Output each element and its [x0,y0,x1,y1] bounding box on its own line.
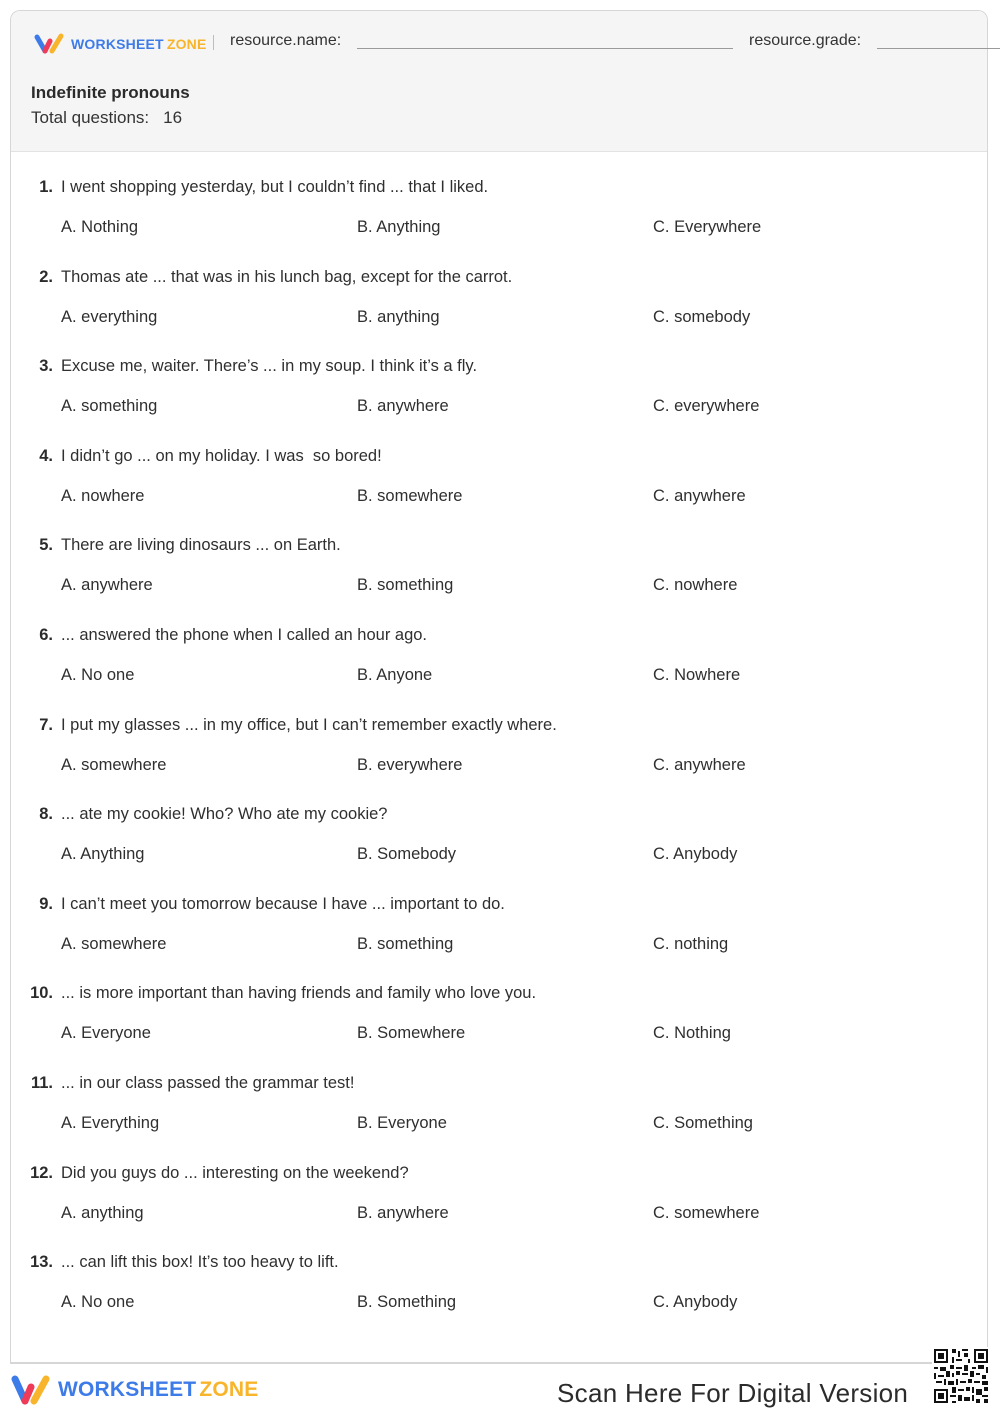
option-c[interactable]: C. nothing [653,934,729,953]
option-b[interactable]: B. anything [357,307,440,326]
question-number: 6. [39,625,53,644]
option-c[interactable]: C. nowhere [653,576,738,595]
option-a[interactable]: A. somewhere [61,755,167,774]
question-text: Did you guys do ... interesting on the weekend? [61,1163,409,1182]
option-b[interactable]: B. Somebody [357,845,457,864]
option-a[interactable]: A. somewhere [61,934,167,953]
question-text: Thomas ate ... that was in his lunch bag, except for the carrot. [61,267,513,286]
question-number: 12. [30,1163,53,1182]
question-text: ... can lift this box! It’s too heavy to lift. [61,1253,339,1272]
option-b[interactable]: B. something [357,576,454,595]
resource-name-field[interactable] [357,48,733,49]
option-b[interactable]: B. Everyone [357,1113,447,1132]
header-divider [213,35,214,50]
option-b[interactable]: B. Anyone [357,665,433,684]
question-item [11,980,987,1070]
option-b[interactable]: B. something [357,934,454,953]
question-item [11,264,987,354]
option-a[interactable]: A. nowhere [61,486,145,505]
option-a[interactable]: A. Everything [61,1113,160,1132]
worksheetzone-logo-icon [10,1374,52,1406]
option-c[interactable]: C. somebody [653,307,751,326]
qr-code-icon[interactable] [932,1347,990,1405]
question-number: 13. [30,1253,53,1272]
option-b[interactable]: B. Anything [357,218,441,236]
question-text: I put my glasses ... in my office, but I can’t remember exactly where. [61,715,557,734]
scan-digital-version-text: Scan Here For Digital Version [557,1378,909,1408]
option-c[interactable]: C. anywhere [653,755,746,774]
question-number: 11. [30,1073,53,1092]
question-item [11,532,987,622]
total-questions-value: 16 [163,108,183,127]
question-number: 8. [39,805,53,824]
option-a[interactable]: A. No one [61,665,135,684]
option-c[interactable]: C. everywhere [653,397,760,416]
question-text: I can’t meet you tomorrow because I have ... important to do. [61,894,505,913]
question-item [11,1249,987,1339]
worksheet-header [11,11,987,152]
question-number: 9. [39,894,53,913]
question-item [11,891,987,981]
brand-name: WORKSHEET ZONE [71,36,207,52]
question-item [11,801,987,891]
question-item [11,622,987,712]
option-a[interactable]: A. Anything [61,845,145,864]
resource-grade-field[interactable] [877,48,1000,49]
total-questions-label: Total questions: [31,108,150,127]
option-b[interactable]: B. anywhere [357,397,449,416]
option-a[interactable]: A. Nothing [61,218,139,236]
resource-grade-label: resource.grade: [749,32,862,49]
brand-logo [33,33,207,55]
question-text: ... is more important than having friends and family who love you. [61,984,537,1003]
option-a[interactable]: A. something [61,397,158,416]
question-text: Excuse me, waiter. There’s ... in my soup. I think it’s a fly. [61,357,478,376]
option-b[interactable]: B. everywhere [357,755,463,774]
resource-name-label: resource.name: [230,32,342,49]
option-a[interactable]: A. everything [61,307,158,326]
question-number: 2. [39,267,53,286]
question-text: ... in our class passed the grammar test! [61,1073,355,1092]
question-item [11,353,987,443]
question-text: I went shopping yesterday, but I couldn’t find ... that I liked. [61,178,489,196]
question-item [11,443,987,533]
worksheet-title: Indefinite pronouns [31,83,190,102]
option-c[interactable]: C. Nothing [653,1024,731,1043]
question-number: 10. [30,984,53,1003]
question-number: 5. [39,536,53,555]
question-text: ... answered the phone when I called an hour ago. [61,625,428,644]
option-b[interactable]: B. Somewhere [357,1024,466,1043]
option-a[interactable]: A. Everyone [61,1024,151,1043]
option-c[interactable]: C. somewhere [653,1203,760,1222]
question-number: 4. [39,446,53,465]
question-item [11,174,987,264]
question-number: 7. [39,715,53,734]
footer-brand-name: WORKSHEET ZONE [58,1378,259,1401]
option-a[interactable]: A. anything [61,1203,144,1222]
option-c[interactable]: C. Everywhere [653,218,762,236]
option-c[interactable]: C. Anybody [653,845,738,864]
question-item [11,1160,987,1250]
question-number: 1. [39,178,53,196]
question-list [11,174,987,1339]
option-b[interactable]: B. somewhere [357,486,463,505]
worksheetzone-logo-icon [33,33,67,55]
total-questions [31,108,182,128]
worksheet-card [10,10,988,1364]
question-number: 3. [39,357,53,376]
option-a[interactable]: A. No one [61,1293,135,1312]
option-b[interactable]: B. anywhere [357,1203,449,1222]
question-text: ... ate my cookie! Who? Who ate my cookie? [61,805,388,824]
footer-brand-logo [10,1374,258,1406]
question-item [11,712,987,802]
option-c[interactable]: C. Anybody [653,1293,738,1312]
question-text: There are living dinosaurs ... on Earth. [61,536,341,555]
option-c[interactable]: C. Nowhere [653,665,741,684]
option-b[interactable]: B. Something [357,1293,457,1312]
question-text: I didn’t go ... on my holiday. I was so bored! [61,446,382,465]
option-c[interactable]: C. anywhere [653,486,746,505]
question-item [11,1070,987,1160]
option-c[interactable]: C. Something [653,1113,753,1132]
option-a[interactable]: A. anywhere [61,576,153,595]
